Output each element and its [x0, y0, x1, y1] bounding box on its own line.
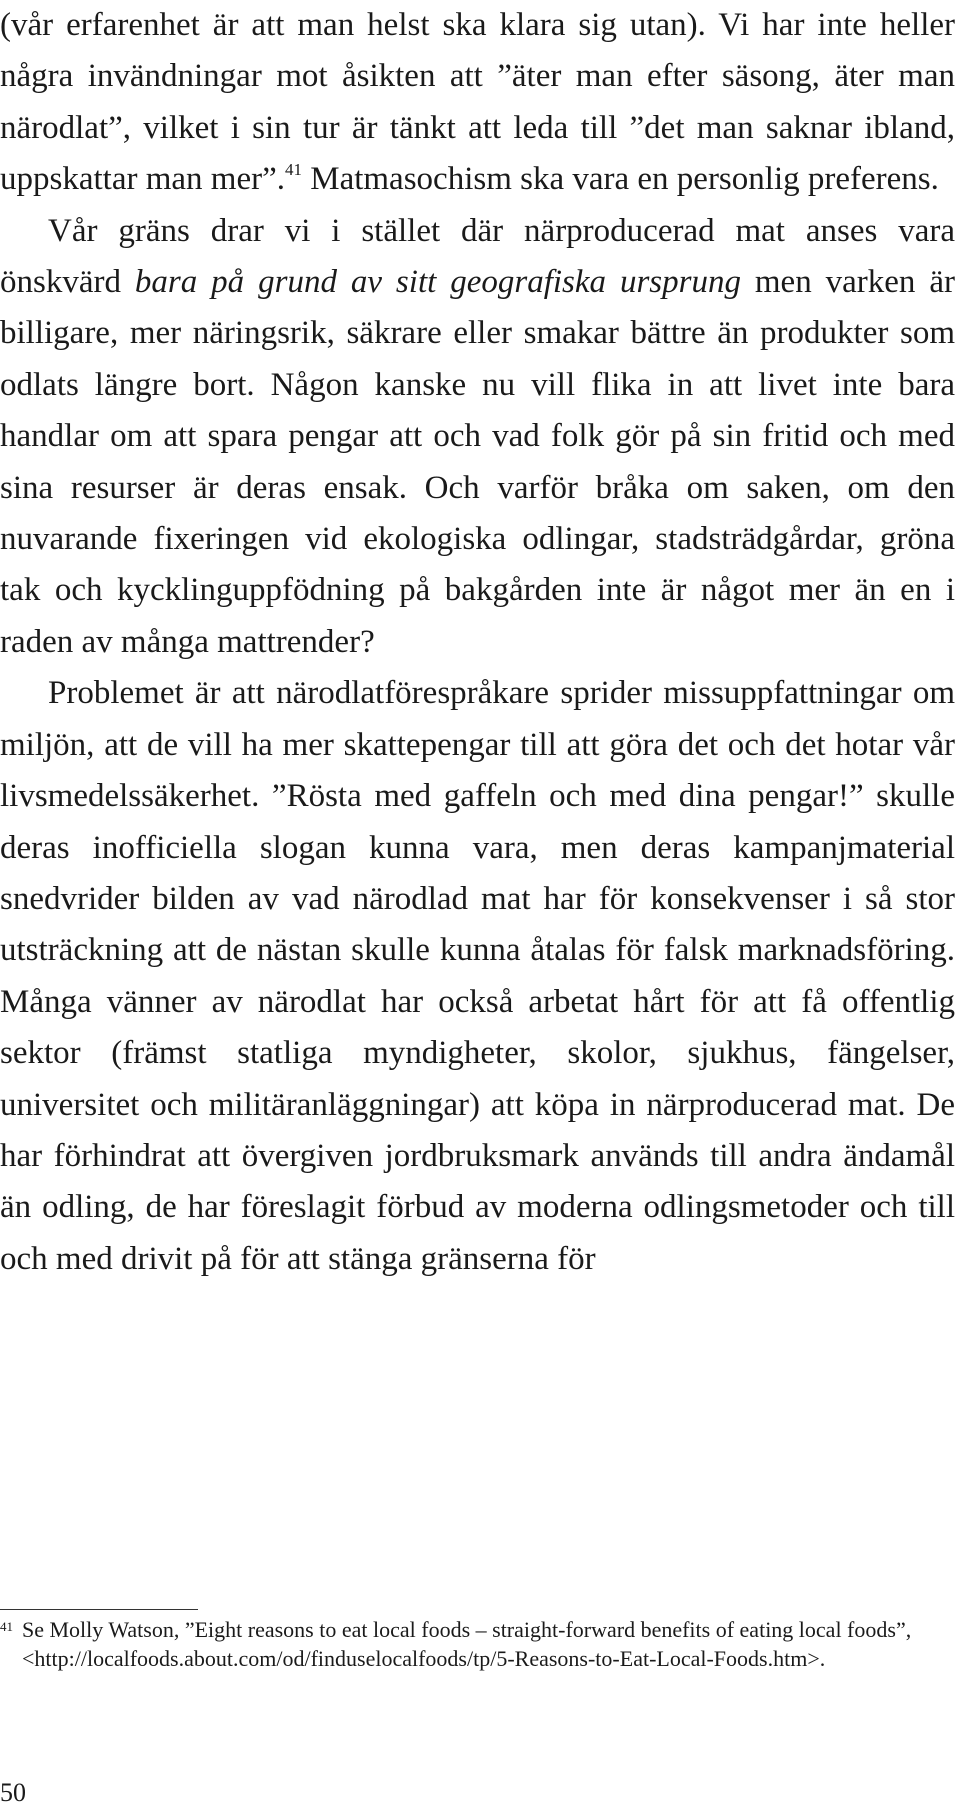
paragraph-2-rest: men varken är billigare, mer näringsrik, säkrare eller smakar bättre än produkter som odlats längre bort. Någon kanske nu vill flika in att livet inte bara handlar om att spara pengar att och vad folk gör på sin fritid och med sina resurser är deras ensak. Och varför bråka om saken, om den nuvarande fixeringen vid ekologiska odlingar, stadsträdgårdar, gröna tak och kycklinguppfödning på bakgården inte är något mer än en i raden av många mattrender?	[0, 264, 955, 660]
paragraph-2	[0, 206, 955, 669]
paragraph-3-text: Problemet är att närodlatförespråkare sprider missuppfattningar om miljön, att de vill ha mer skattepengar till att göra det och det hotar vår livsmedelssäkerhet. ”Rösta med gaffeln och med dina pengar!” skulle deras inofficiella slogan kunna vara, men deras kampanjmaterial snedvrider bilden av vad närodlad mat har för konsekvenser i så stor utsträckning att de nästan skulle kunna åtalas för falsk marknadsföring. Många vänner av närodlat har också arbetat hårt för att få offentlig sektor (främst statliga myndigheter, skolor, sjukhus, fängelser, universitet och militäranläggningar) att köpa in närproducerad mat. De har förhindrat att övergiven jordbruksmark används till andra ändamål än odling, de har föreslagit förbud av moderna odlingsmetoder och till och med drivit på för att stänga gränserna för	[0, 675, 955, 1277]
paragraph-3	[0, 668, 955, 1285]
footnote-text: Se Molly Watson, ”Eight reasons to eat local foods – straight-forward benefits of eating local foods”,	[22, 1617, 912, 1642]
paragraph-1	[0, 0, 955, 206]
paragraph-2-emphasis: bara på grund av sitt geografiska ursprung	[134, 264, 741, 301]
paragraph-2-start: Vår gräns drar vi i stället där närproducerad mat anses vara önskvärd	[0, 212, 955, 301]
footnote-reference[interactable]: 41	[284, 160, 302, 180]
paragraph-1-text: (vår erfarenhet är att man helst ska klara sig utan). Vi har inte heller några invändningar mot åsikten att ”äter man efter säsong, äter man närodlat”, vilket i sin tur är tänkt att leda till ”det man saknar ibland, uppskattar man mer”.	[0, 7, 955, 198]
footnote-number: 41	[0, 1619, 13, 1634]
footnote	[0, 1616, 955, 1673]
paragraph-1-tail: Matmasochism ska vara en personlig preferens.	[301, 161, 939, 198]
footnote-url[interactable]: <http://localfoods.about.com/od/finduselocalfoods/tp/5-Reasons-to-Eat-Local-Foods.htm>.	[22, 1645, 826, 1671]
footnote-divider	[0, 1609, 198, 1610]
page-number: 50	[0, 1778, 26, 1807]
